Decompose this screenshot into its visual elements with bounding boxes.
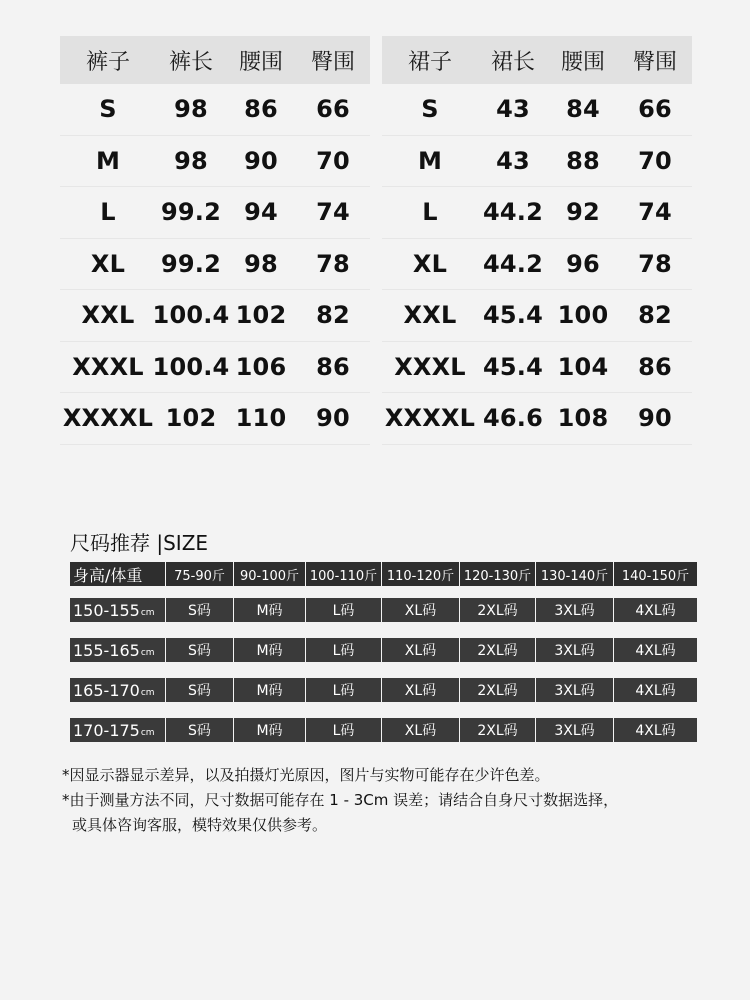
height-range-value: 155-165 bbox=[73, 640, 140, 660]
skirt-waist-value: 84 bbox=[548, 84, 618, 136]
size-cell: L码 bbox=[306, 598, 382, 622]
size-cell: 3XL码 bbox=[536, 678, 614, 702]
size-cell: M码 bbox=[234, 678, 306, 702]
size-cell: L码 bbox=[306, 718, 382, 742]
skirt-header-hip: 臀围 bbox=[618, 36, 692, 84]
pants-size-label: M bbox=[60, 136, 156, 188]
size-cell: L码 bbox=[306, 678, 382, 702]
pants-length-value: 99.2 bbox=[156, 239, 226, 291]
skirt-size-label: L bbox=[382, 187, 478, 239]
size-cell: 2XL码 bbox=[460, 638, 536, 662]
skirt-hip-value: 90 bbox=[618, 393, 692, 445]
skirt-hip-value: 74 bbox=[618, 187, 692, 239]
weight-range-header: 90-100斤 bbox=[234, 562, 306, 586]
height-unit: cm bbox=[140, 647, 155, 658]
height-range-cell bbox=[70, 718, 166, 742]
weight-range-header: 110-120斤 bbox=[382, 562, 460, 586]
recommendation-header-row bbox=[70, 562, 697, 586]
skirt-size-label: XXXXL bbox=[382, 393, 478, 445]
pants-hip-value: 74 bbox=[296, 187, 370, 239]
recommendation-row bbox=[70, 718, 697, 742]
skirt-header-waist: 腰围 bbox=[548, 36, 618, 84]
pants-length-value: 102 bbox=[156, 393, 226, 445]
size-cell: 4XL码 bbox=[635, 603, 676, 619]
note-color-difference: *因显示器显示差异，以及拍摄灯光原因，图片与实物可能存在少许色差。 bbox=[62, 766, 550, 784]
size-cell: S码 bbox=[166, 718, 234, 742]
recommendation-row bbox=[70, 638, 697, 662]
pants-waist-value: 94 bbox=[226, 187, 296, 239]
note-measurement-error: *由于测量方法不同，尺寸数据可能存在 1 - 3Cm 误差；请结合自身尺寸数据选择， bbox=[62, 791, 619, 809]
pants-waist-value: 106 bbox=[226, 342, 296, 394]
skirt-waist-value: 88 bbox=[548, 136, 618, 188]
size-cell: 2XL码 bbox=[460, 718, 536, 742]
pants-header-type: 裤子 bbox=[60, 36, 156, 84]
skirt-waist-value: 100 bbox=[548, 290, 618, 342]
pants-size-label: XXXXL bbox=[60, 393, 156, 445]
pants-hip-value: 82 bbox=[296, 290, 370, 342]
size-cell: S码 bbox=[166, 678, 234, 702]
pants-waist-value: 98 bbox=[226, 239, 296, 291]
height-range-value: 170-175 bbox=[73, 720, 140, 740]
skirt-size-label: XXL bbox=[382, 290, 478, 342]
recommendation-row bbox=[70, 598, 697, 622]
pants-waist-value: 110 bbox=[226, 393, 296, 445]
pants-header-length: 裤长 bbox=[156, 36, 226, 84]
skirt-size-label: S bbox=[382, 84, 478, 136]
skirt-waist-value: 92 bbox=[548, 187, 618, 239]
pants-length-value: 98 bbox=[156, 84, 226, 136]
height-range-value: 150-155 bbox=[73, 600, 140, 620]
size-cell: 4XL码 bbox=[635, 723, 676, 739]
pants-header-waist: 腰围 bbox=[226, 36, 296, 84]
pants-size-label: XXL bbox=[60, 290, 156, 342]
size-cell: S码 bbox=[166, 598, 234, 622]
height-range-cell bbox=[70, 678, 166, 702]
height-weight-header: 身高/体重 bbox=[70, 562, 166, 586]
skirt-length-value: 45.4 bbox=[478, 342, 548, 394]
skirt-hip-value: 66 bbox=[618, 84, 692, 136]
height-range-value: 165-170 bbox=[73, 680, 140, 700]
pants-size-label: S bbox=[60, 84, 156, 136]
skirt-size-table bbox=[382, 36, 692, 445]
skirt-length-value: 46.6 bbox=[478, 393, 548, 445]
size-recommendation-table bbox=[70, 562, 697, 758]
skirt-size-label: XXXL bbox=[382, 342, 478, 394]
skirt-hip-value: 86 bbox=[618, 342, 692, 394]
skirt-header-length: 裙长 bbox=[478, 36, 548, 84]
size-cell: XL码 bbox=[382, 598, 460, 622]
notes bbox=[62, 763, 722, 838]
skirt-waist-value: 104 bbox=[548, 342, 618, 394]
skirt-size-label: XL bbox=[382, 239, 478, 291]
skirt-hip-value: 78 bbox=[618, 239, 692, 291]
weight-range-header: 75-90斤 bbox=[166, 562, 234, 586]
pants-size-label: L bbox=[60, 187, 156, 239]
size-cell: XL码 bbox=[382, 678, 460, 702]
skirt-length-value: 44.2 bbox=[478, 187, 548, 239]
pants-length-value: 100.4 bbox=[156, 290, 226, 342]
skirt-waist-value: 96 bbox=[548, 239, 618, 291]
size-cell: XL码 bbox=[382, 718, 460, 742]
size-cell: M码 bbox=[234, 638, 306, 662]
height-range-cell bbox=[70, 638, 166, 662]
skirt-length-value: 44.2 bbox=[478, 239, 548, 291]
pants-waist-value: 90 bbox=[226, 136, 296, 188]
pants-length-value: 98 bbox=[156, 136, 226, 188]
pants-hip-value: 78 bbox=[296, 239, 370, 291]
pants-hip-value: 66 bbox=[296, 84, 370, 136]
pants-hip-value: 86 bbox=[296, 342, 370, 394]
weight-range-header: 140-150斤 bbox=[621, 568, 690, 584]
size-cell: 3XL码 bbox=[536, 718, 614, 742]
weight-range-header: 100-110斤 bbox=[306, 562, 382, 586]
size-cell: 3XL码 bbox=[536, 638, 614, 662]
pants-hip-value: 70 bbox=[296, 136, 370, 188]
size-cell: 4XL码 bbox=[635, 683, 676, 699]
pants-size-label: XXXL bbox=[60, 342, 156, 394]
height-unit: cm bbox=[140, 607, 155, 618]
height-range-cell bbox=[70, 598, 166, 622]
note-consult-service: 或具体咨询客服，模特效果仅供参考。 bbox=[72, 816, 328, 834]
height-unit: cm bbox=[140, 687, 155, 698]
pants-waist-value: 102 bbox=[226, 290, 296, 342]
size-cell: M码 bbox=[234, 718, 306, 742]
size-cell: 2XL码 bbox=[460, 598, 536, 622]
pants-length-value: 99.2 bbox=[156, 187, 226, 239]
pants-length-value: 100.4 bbox=[156, 342, 226, 394]
skirt-hip-value: 70 bbox=[618, 136, 692, 188]
height-unit: cm bbox=[140, 727, 155, 738]
skirt-header-type: 裙子 bbox=[382, 36, 478, 84]
skirt-length-value: 45.4 bbox=[478, 290, 548, 342]
skirt-length-value: 43 bbox=[478, 84, 548, 136]
skirt-waist-value: 108 bbox=[548, 393, 618, 445]
skirt-size-label: M bbox=[382, 136, 478, 188]
pants-size-table bbox=[60, 36, 370, 445]
size-cell: 3XL码 bbox=[536, 598, 614, 622]
skirt-hip-value: 82 bbox=[618, 290, 692, 342]
size-cell: M码 bbox=[234, 598, 306, 622]
size-cell: S码 bbox=[166, 638, 234, 662]
pants-waist-value: 86 bbox=[226, 84, 296, 136]
pants-size-label: XL bbox=[60, 239, 156, 291]
size-cell: 2XL码 bbox=[460, 678, 536, 702]
weight-range-header: 130-140斤 bbox=[536, 562, 614, 586]
pants-header-hip: 臀围 bbox=[296, 36, 370, 84]
weight-range-header: 120-130斤 bbox=[460, 562, 536, 586]
size-recommendation-title: 尺码推荐 |SIZE bbox=[70, 531, 209, 555]
size-cell: L码 bbox=[306, 638, 382, 662]
pants-hip-value: 90 bbox=[296, 393, 370, 445]
size-cell: XL码 bbox=[382, 638, 460, 662]
recommendation-row bbox=[70, 678, 697, 702]
skirt-length-value: 43 bbox=[478, 136, 548, 188]
size-cell: 4XL码 bbox=[635, 643, 676, 659]
